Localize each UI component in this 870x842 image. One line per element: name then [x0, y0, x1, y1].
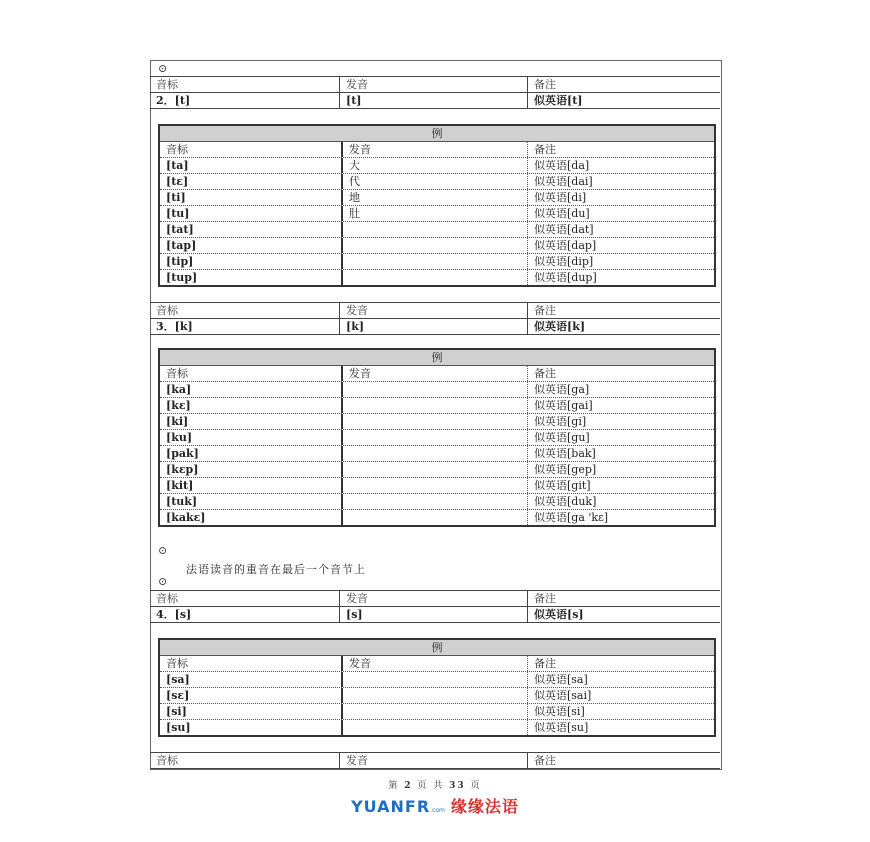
example-pronunciation: 肚: [343, 206, 528, 221]
example-header-phonetic: 音标: [160, 656, 343, 671]
example-phonetic: [tuk]: [160, 494, 343, 509]
phonetic-header-row: [150, 753, 720, 769]
example-phonetic: [sɛ]: [160, 688, 343, 703]
example-row: [160, 238, 714, 254]
example-remark: 似英语[dip]: [534, 255, 594, 268]
example-phonetic: [ti]: [160, 190, 343, 205]
phonetic-table-s: [150, 590, 720, 623]
example-row: [160, 672, 714, 688]
circle-dot-symbol: ⊙: [158, 544, 168, 557]
logo-chinese: 缘缘法语: [450, 797, 519, 816]
example-phonetic: [tu]: [160, 206, 343, 221]
example-header-phonetic: 音标: [160, 366, 343, 381]
example-header-remark: 备注: [534, 367, 556, 380]
example-remark: 似英语[sa]: [534, 673, 588, 686]
example-remark: 似英语[dup]: [534, 271, 597, 284]
example-phonetic: [kit]: [160, 478, 343, 493]
header-pronunciation: 发音: [340, 77, 528, 92]
example-remark: 似英语[du]: [534, 207, 590, 220]
phonetic-remark: 似英语[t]: [534, 94, 583, 107]
example-row: [160, 174, 714, 190]
example-row: [160, 494, 714, 510]
phonetic-header-row: [150, 591, 720, 607]
phonetic-remark: 似英语[k]: [534, 320, 586, 333]
example-caption: 例: [160, 126, 714, 142]
example-remark: 似英语[si]: [534, 705, 585, 718]
example-row: [160, 382, 714, 398]
example-pronunciation: [343, 430, 528, 445]
example-phonetic: [sa]: [160, 672, 343, 687]
example-table-t: [158, 124, 716, 287]
phonetic-pronunciation: [t]: [340, 93, 528, 108]
example-row: [160, 430, 714, 446]
phonetic-table-t: [150, 76, 720, 109]
example-phonetic: [kakɛ]: [160, 510, 343, 525]
phonetic-table-k: [150, 302, 720, 335]
example-header-remark: 备注: [534, 143, 556, 156]
example-remark: 似英语[duk]: [534, 495, 597, 508]
example-table-s: [158, 638, 716, 737]
example-remark: 似英语[di]: [534, 191, 587, 204]
example-pronunciation: [343, 398, 528, 413]
example-pronunciation: [343, 462, 528, 477]
header-phonetic: 音标: [150, 591, 340, 606]
example-caption: 例: [160, 640, 714, 656]
logo-com: .com: [430, 807, 445, 814]
phonetic-header-row: [150, 303, 720, 319]
example-pronunciation: [343, 446, 528, 461]
example-remark: 似英语[sai]: [534, 689, 592, 702]
phonetic-table-next: [150, 752, 720, 769]
header-phonetic: 音标: [150, 753, 340, 768]
footer-page-number: 2: [404, 781, 413, 791]
document-page: [150, 60, 722, 770]
header-pronunciation: 发音: [340, 303, 528, 318]
logo-latin: YUANFR: [351, 797, 431, 816]
phonetic-header-row: [150, 77, 720, 93]
example-header-phonetic: 音标: [160, 142, 343, 157]
example-phonetic: [ta]: [160, 158, 343, 173]
example-pronunciation: 地: [343, 190, 528, 205]
example-remark: 似英语[git]: [534, 479, 591, 492]
example-remark: 似英语[dat]: [534, 223, 594, 236]
phonetic-pronunciation: [k]: [340, 319, 528, 334]
example-pronunciation: [343, 382, 528, 397]
example-pronunciation: [343, 672, 528, 687]
phonetic-number: 4．[s]: [150, 607, 340, 622]
example-row: [160, 688, 714, 704]
example-caption: 例: [160, 350, 714, 366]
example-pronunciation: 代: [343, 174, 528, 189]
example-phonetic: [su]: [160, 720, 343, 735]
example-phonetic: [ku]: [160, 430, 343, 445]
example-phonetic: [ki]: [160, 414, 343, 429]
example-pronunciation: [343, 720, 528, 735]
header-remark: 备注: [534, 592, 556, 605]
example-pronunciation: [343, 222, 528, 237]
example-pronunciation: [343, 254, 528, 269]
example-phonetic: [tap]: [160, 238, 343, 253]
example-phonetic: [kɛp]: [160, 462, 343, 477]
example-header-row: [160, 656, 714, 672]
example-header-row: [160, 142, 714, 158]
page-footer: [0, 778, 870, 791]
example-row: [160, 478, 714, 494]
footer-middle: 页 共: [417, 781, 445, 791]
example-header-row: [160, 366, 714, 382]
example-phonetic: [tat]: [160, 222, 343, 237]
header-phonetic: 音标: [150, 303, 340, 318]
example-phonetic: [si]: [160, 704, 343, 719]
example-pronunciation: [343, 510, 528, 525]
example-header-remark: 备注: [534, 657, 556, 670]
example-remark: 似英语[ga 'kɛ]: [534, 511, 609, 524]
example-pronunciation: [343, 478, 528, 493]
circle-dot-symbol: ⊙: [158, 62, 168, 75]
example-row: [160, 462, 714, 478]
example-pronunciation: [343, 414, 528, 429]
example-remark: 似英语[da]: [534, 159, 590, 172]
example-pronunciation: [343, 270, 528, 285]
phonetic-number: 2．[t]: [150, 93, 340, 108]
header-remark: 备注: [534, 754, 556, 767]
header-remark: 备注: [534, 304, 556, 317]
example-row: [160, 206, 714, 222]
example-phonetic: [tɛ]: [160, 174, 343, 189]
example-remark: 似英语[gu]: [534, 431, 590, 444]
example-row: [160, 414, 714, 430]
header-pronunciation: 发音: [340, 591, 528, 606]
stress-note: 法语读音的重音在最后一个音节上: [186, 563, 366, 576]
example-pronunciation: [343, 688, 528, 703]
example-row: [160, 158, 714, 174]
example-header-pronunciation: 发音: [343, 366, 528, 381]
example-remark: 似英语[gai]: [534, 399, 593, 412]
footer-prefix: 第: [388, 781, 400, 791]
header-pronunciation: 发音: [340, 753, 528, 768]
example-row: [160, 704, 714, 720]
example-row: [160, 254, 714, 270]
phonetic-remark: 似英语[s]: [534, 608, 584, 621]
header-phonetic: 音标: [150, 77, 340, 92]
example-row: [160, 222, 714, 238]
example-remark: 似英语[gi]: [534, 415, 587, 428]
example-pronunciation: [343, 238, 528, 253]
phonetic-value-row: [150, 607, 720, 623]
example-pronunciation: 大: [343, 158, 528, 173]
example-row: [160, 720, 714, 735]
phonetic-value-row: [150, 93, 720, 109]
example-row: [160, 270, 714, 285]
example-phonetic: [kɛ]: [160, 398, 343, 413]
example-phonetic: [tip]: [160, 254, 343, 269]
example-table-k: [158, 348, 716, 527]
example-row: [160, 398, 714, 414]
phonetic-number: 3．[k]: [150, 319, 340, 334]
example-row: [160, 446, 714, 462]
site-logo: [0, 794, 870, 817]
example-remark: 似英语[bak]: [534, 447, 596, 460]
footer-total-pages: 33: [449, 781, 466, 791]
example-remark: 似英语[dai]: [534, 175, 593, 188]
example-phonetic: [pak]: [160, 446, 343, 461]
example-row: [160, 190, 714, 206]
example-remark: 似英语[ga]: [534, 383, 590, 396]
circle-dot-symbol: ⊙: [158, 575, 168, 588]
example-phonetic: [tup]: [160, 270, 343, 285]
example-header-pronunciation: 发音: [343, 656, 528, 671]
example-pronunciation: [343, 704, 528, 719]
example-header-pronunciation: 发音: [343, 142, 528, 157]
example-pronunciation: [343, 494, 528, 509]
example-remark: 似英语[dap]: [534, 239, 597, 252]
example-row: [160, 510, 714, 525]
example-remark: 似英语[su]: [534, 721, 589, 734]
phonetic-value-row: [150, 319, 720, 335]
example-phonetic: [ka]: [160, 382, 343, 397]
example-remark: 似英语[gep]: [534, 463, 597, 476]
footer-suffix: 页: [470, 781, 482, 791]
header-remark: 备注: [534, 78, 556, 91]
phonetic-pronunciation: [s]: [340, 607, 528, 622]
